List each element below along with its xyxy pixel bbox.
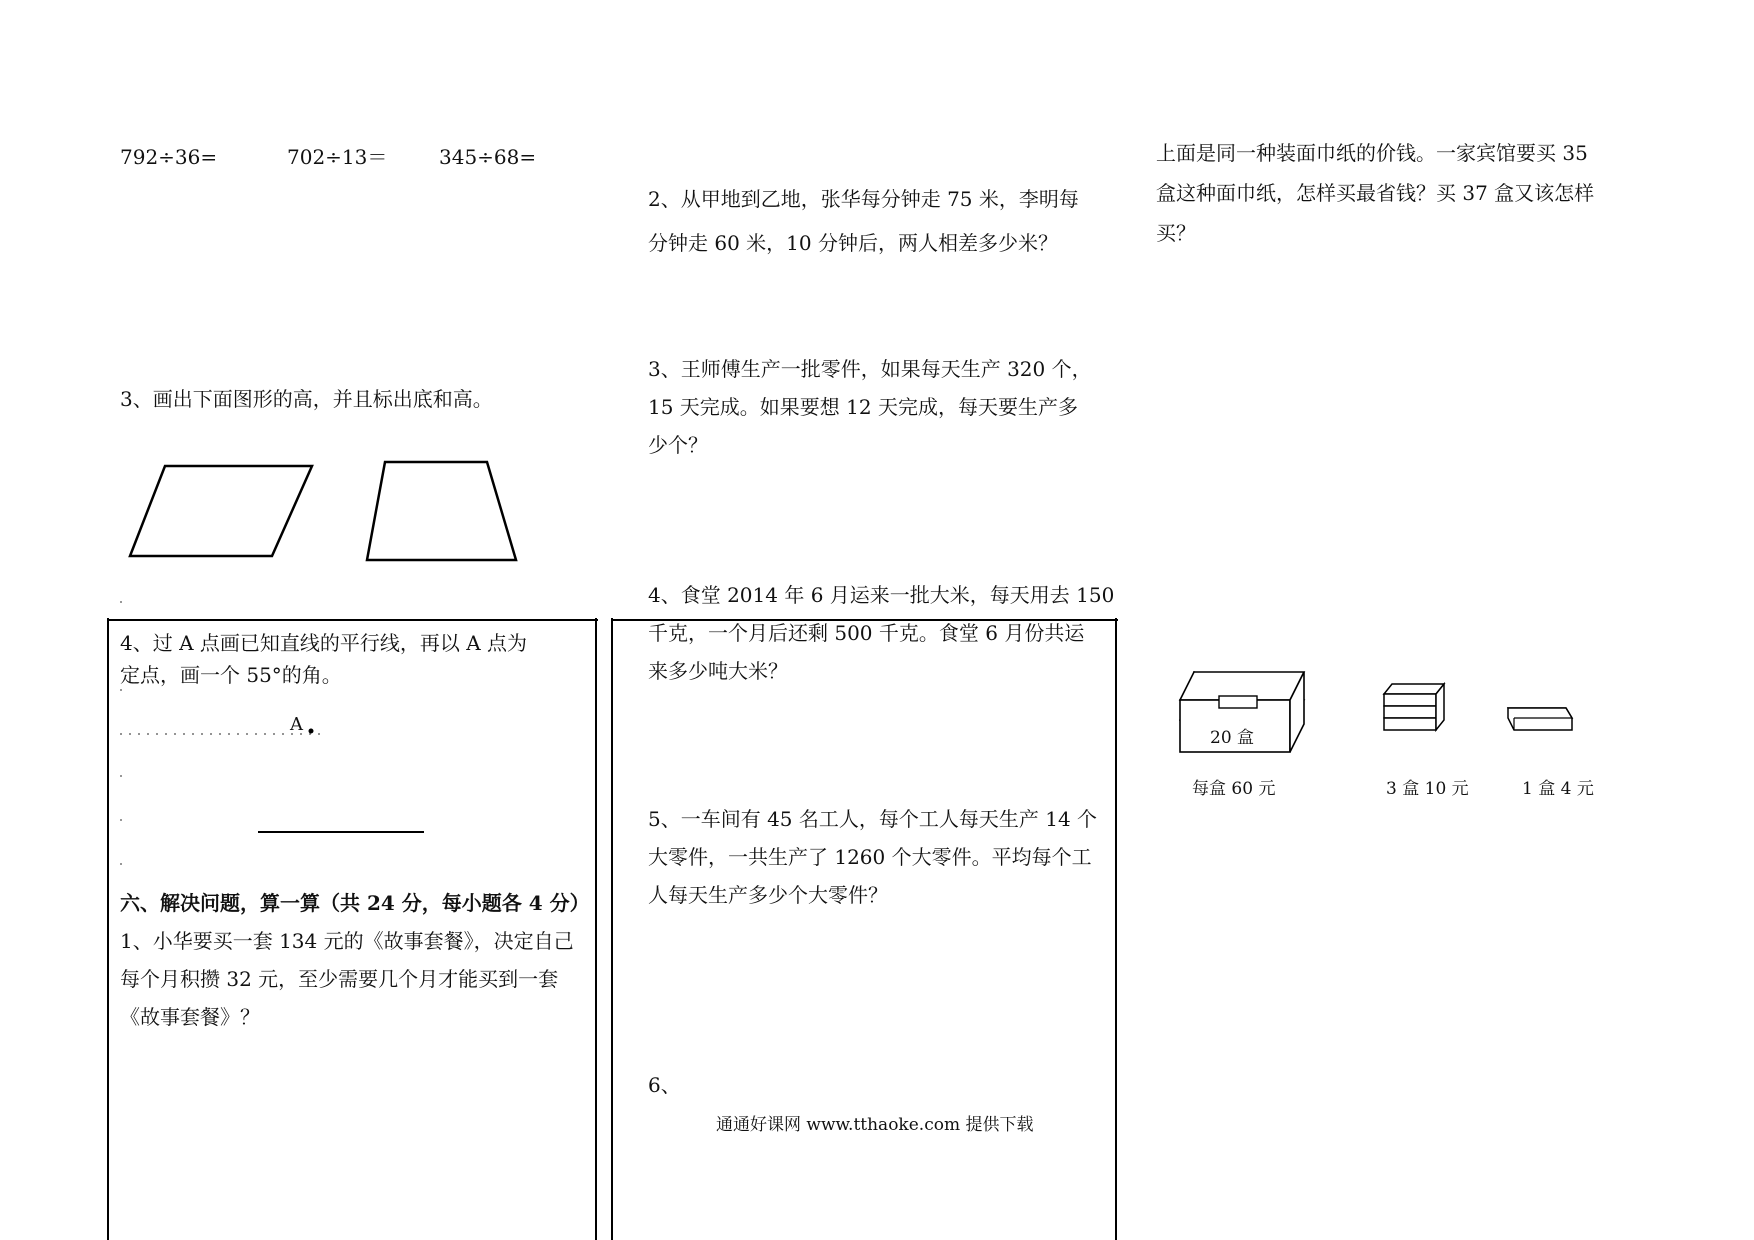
tissue-problem-line-1: 上面是同一种装面巾纸的价钱。一家宾馆要买 35 xyxy=(1156,141,1588,165)
problem-2-line-1: 2、从甲地到乙地，张华每分钟走 75 米，李明每 xyxy=(648,187,1079,211)
problem-2-line-2: 分钟走 60 米，10 分钟后，两人相差多少米？ xyxy=(648,231,1058,255)
problem-3-line-3: 少个？ xyxy=(648,433,708,457)
section-6-heading: 六、解决问题，算一算（共 24 分，每小题各 4 分） xyxy=(120,891,590,915)
price-single-box: 1 盒 4 元 xyxy=(1522,779,1594,799)
question-4-line-2: 定点，画一个 55°的角。 xyxy=(120,663,342,687)
footer-credit: 通通好课网 www.tthaoke.com 提供下载 xyxy=(716,1115,1034,1135)
problem-1-line-1: 1、小华要买一套 134 元的《故事套餐》，决定自己 xyxy=(120,929,574,953)
problem-4-line-3: 来多少吨大米？ xyxy=(648,659,788,683)
price-large-carton: 每盒 60 元 xyxy=(1192,779,1276,799)
question-4-line-1: 4、过 A 点画已知直线的平行线，再以 A 点为 xyxy=(120,631,528,655)
problem-4-line-2: 千克，一个月后还剩 500 千克。食堂 6 月份共运 xyxy=(648,621,1085,645)
tissue-problem-line-2: 盒这种面巾纸，怎样买最省钱？买 37 盒又该怎样 xyxy=(1156,181,1595,205)
problem-5-line-3: 人每天生产多少个大零件？ xyxy=(648,883,888,907)
problem-5-line-2: 大零件，一共生产了 1260 个大零件。平均每个工 xyxy=(648,845,1092,869)
large-carton-label: 20 盒 xyxy=(1210,728,1255,748)
calc-problem-1: 792÷36= xyxy=(120,145,218,169)
point-a-label: A xyxy=(290,714,303,735)
calc-problem-2: 702÷13＝ xyxy=(287,145,388,169)
single-box-icon xyxy=(1508,708,1572,730)
three-box-stack-icon xyxy=(1384,684,1444,730)
price-three-boxes: 3 盒 10 元 xyxy=(1386,779,1469,799)
problem-6-label: 6、 xyxy=(648,1073,681,1097)
problem-4-line-1: 4、食堂 2014 年 6 月运来一批大米，每天用去 150 xyxy=(648,583,1115,607)
problem-3-line-2: 15 天完成。如果要想 12 天完成，每天要生产多 xyxy=(648,395,1078,419)
calc-problem-3: 345÷68= xyxy=(439,145,537,169)
problem-5-line-1: 5、一车间有 45 名工人，每个工人每天生产 14 个 xyxy=(648,807,1098,831)
tissue-problem-line-3: 买？ xyxy=(1156,221,1196,245)
problem-1-line-3: 《故事套餐》？ xyxy=(120,1005,260,1029)
question-3-draw-height: 3、画出下面图形的高，并且标出底和高。 xyxy=(120,387,493,411)
problem-1-line-2: 每个月积攒 32 元，至少需要几个月才能买到一套 xyxy=(120,967,559,991)
problem-3-line-1: 3、王师傅生产一批零件，如果每天生产 320 个， xyxy=(648,357,1092,381)
